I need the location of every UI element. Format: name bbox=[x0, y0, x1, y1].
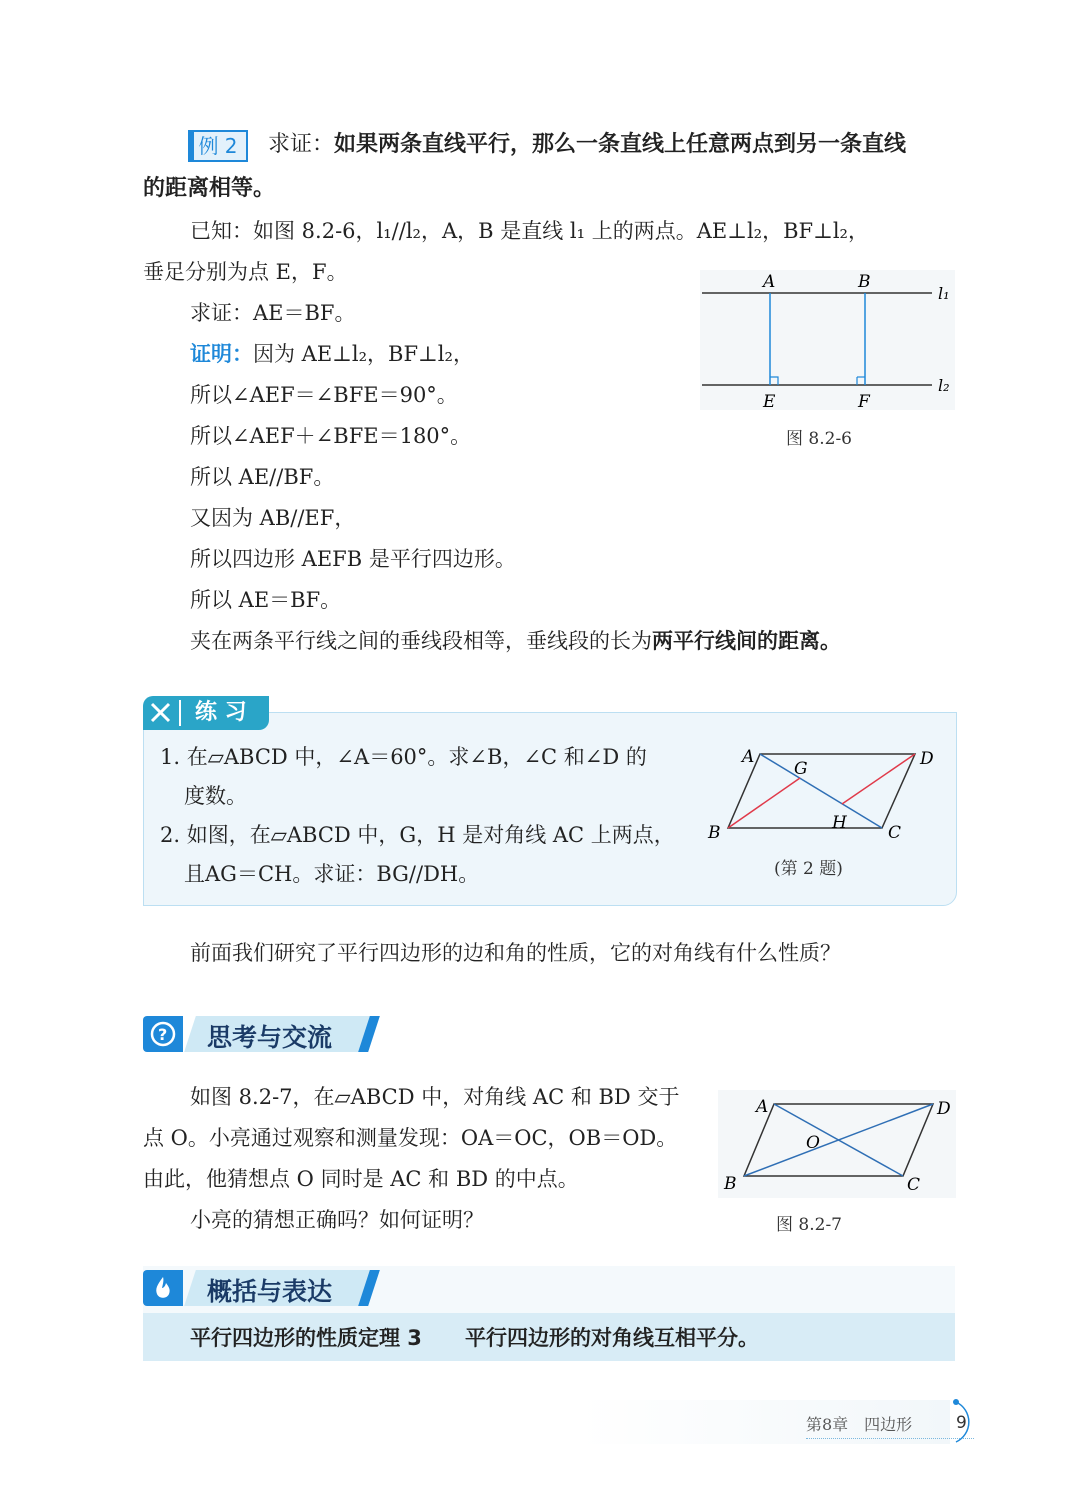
summary-icon-box bbox=[143, 1270, 183, 1306]
prove-statement: 求证：AE＝BF。 bbox=[190, 301, 356, 325]
label-C: C bbox=[907, 1175, 921, 1195]
proof-step: 所以 AE＝BF。 bbox=[190, 588, 342, 612]
header-divider bbox=[179, 700, 181, 726]
label-l1: l₁ bbox=[938, 284, 950, 303]
transition-question: 前面我们研究了平行四边形的边和角的性质，它的对角线有什么性质？ bbox=[190, 941, 841, 965]
label-B: B bbox=[858, 272, 871, 292]
label-F: F bbox=[858, 392, 870, 412]
label-G: G bbox=[794, 759, 808, 779]
label-A: A bbox=[742, 747, 755, 767]
label-C: C bbox=[888, 823, 902, 843]
question-icon bbox=[149, 1020, 177, 1048]
given-line1: 已知：如图 8.2-6，l₁//l₂，A，B 是直线 l₁ 上的两点。AE⊥l₂，BF⊥l₂， bbox=[190, 219, 869, 243]
think-line2: 点 O。小亮通过观察和测量发现：OA＝OC，OB＝OD。 bbox=[143, 1126, 678, 1150]
practice-figure-caption: (第 2 题) bbox=[774, 859, 843, 879]
proof-label: 证明： bbox=[190, 342, 253, 366]
practice-header bbox=[143, 696, 269, 730]
practice-q2-line1: 2. 如图，在▱ABCD 中，G，H 是对角线 AC 上两点， bbox=[160, 823, 675, 847]
proof-step: 又因为 AB//EF， bbox=[190, 506, 356, 530]
think-header-title: 思考与交流 bbox=[207, 1023, 333, 1052]
proof-step: 所以 AE//BF。 bbox=[190, 465, 335, 489]
think-line1: 如图 8.2-7，在▱ABCD 中，对角线 AC 和 BD 交于 bbox=[190, 1085, 680, 1109]
proof-first-step: 因为 AE⊥l₂，BF⊥l₂， bbox=[253, 342, 474, 366]
example-statement-line2: 的距离相等。 bbox=[143, 176, 276, 201]
practice-q1-line1: 1. 在▱ABCD 中，∠A＝60°。求∠B，∠C 和∠D 的 bbox=[160, 745, 647, 769]
page-dot bbox=[953, 1399, 959, 1405]
theorem-body: 平行四边形的对角线互相平分。 bbox=[465, 1326, 759, 1350]
label-l2: l₂ bbox=[938, 376, 950, 395]
proof-step: 所以四边形 AEFB 是平行四边形。 bbox=[190, 547, 516, 571]
footer-chapter: 第8章 四边形 bbox=[806, 1415, 913, 1434]
label-D: D bbox=[920, 749, 934, 769]
label-E: E bbox=[763, 392, 776, 412]
practice-q2-line2: 且AG＝CH。求证：BG//DH。 bbox=[184, 862, 480, 886]
proof-first-line bbox=[190, 339, 474, 369]
figure-background bbox=[718, 1090, 956, 1198]
label-D: D bbox=[937, 1099, 951, 1119]
label-A: A bbox=[763, 272, 776, 292]
think-icon-box bbox=[143, 1016, 183, 1052]
label-A: A bbox=[756, 1097, 769, 1117]
think-line3: 由此，他猜想点 O 同时是 AC 和 BD 的中点。 bbox=[143, 1167, 579, 1191]
given-line2: 垂足分别为点 E，F。 bbox=[143, 260, 348, 284]
proof-step: 所以∠AEF＋∠BFE＝180°。 bbox=[190, 424, 472, 448]
example-prompt: 求证： bbox=[268, 132, 335, 157]
page-number-badge bbox=[948, 1396, 992, 1448]
practice-figure bbox=[700, 740, 950, 850]
think-line4: 小亮的猜想正确吗？如何证明？ bbox=[190, 1208, 484, 1232]
example-statement-line1 bbox=[268, 130, 906, 160]
conclusion-bold: 两平行线间的距离。 bbox=[652, 629, 841, 653]
theorem-title: 平行四边形的性质定理 3 bbox=[190, 1326, 422, 1350]
ruler-pencil-icon bbox=[149, 701, 175, 725]
page-number: 9 bbox=[956, 1413, 967, 1433]
example-statement-bold: 如果两条直线平行，那么一条直线上任意两点到另一条直线 bbox=[334, 132, 907, 157]
summary-header-title: 概括与表达 bbox=[207, 1277, 333, 1306]
proof-step: 所以∠AEF＝∠BFE＝90°。 bbox=[190, 383, 458, 407]
label-O: O bbox=[806, 1133, 820, 1153]
figure-8-2-6 bbox=[700, 265, 960, 415]
label-B: B bbox=[708, 823, 721, 843]
figure-8-2-7-caption: 图 8.2-7 bbox=[776, 1215, 842, 1235]
proof-conclusion bbox=[190, 626, 841, 656]
practice-title: 练 习 bbox=[195, 700, 247, 725]
svg-text:?: ? bbox=[158, 1025, 168, 1044]
diagonal-AC bbox=[760, 754, 882, 828]
conclusion-normal: 夹在两条平行线之间的垂线段相等，垂线段的长为 bbox=[190, 629, 652, 653]
example-tag: 例 2 bbox=[188, 130, 248, 162]
practice-q1-line2: 度数。 bbox=[184, 784, 247, 808]
figure-8-2-7 bbox=[718, 1090, 958, 1200]
label-B: B bbox=[724, 1174, 737, 1194]
label-H: H bbox=[832, 813, 847, 833]
figure-8-2-6-caption: 图 8.2-6 bbox=[786, 429, 852, 449]
flame-icon bbox=[151, 1274, 175, 1302]
figure-background bbox=[700, 270, 955, 410]
